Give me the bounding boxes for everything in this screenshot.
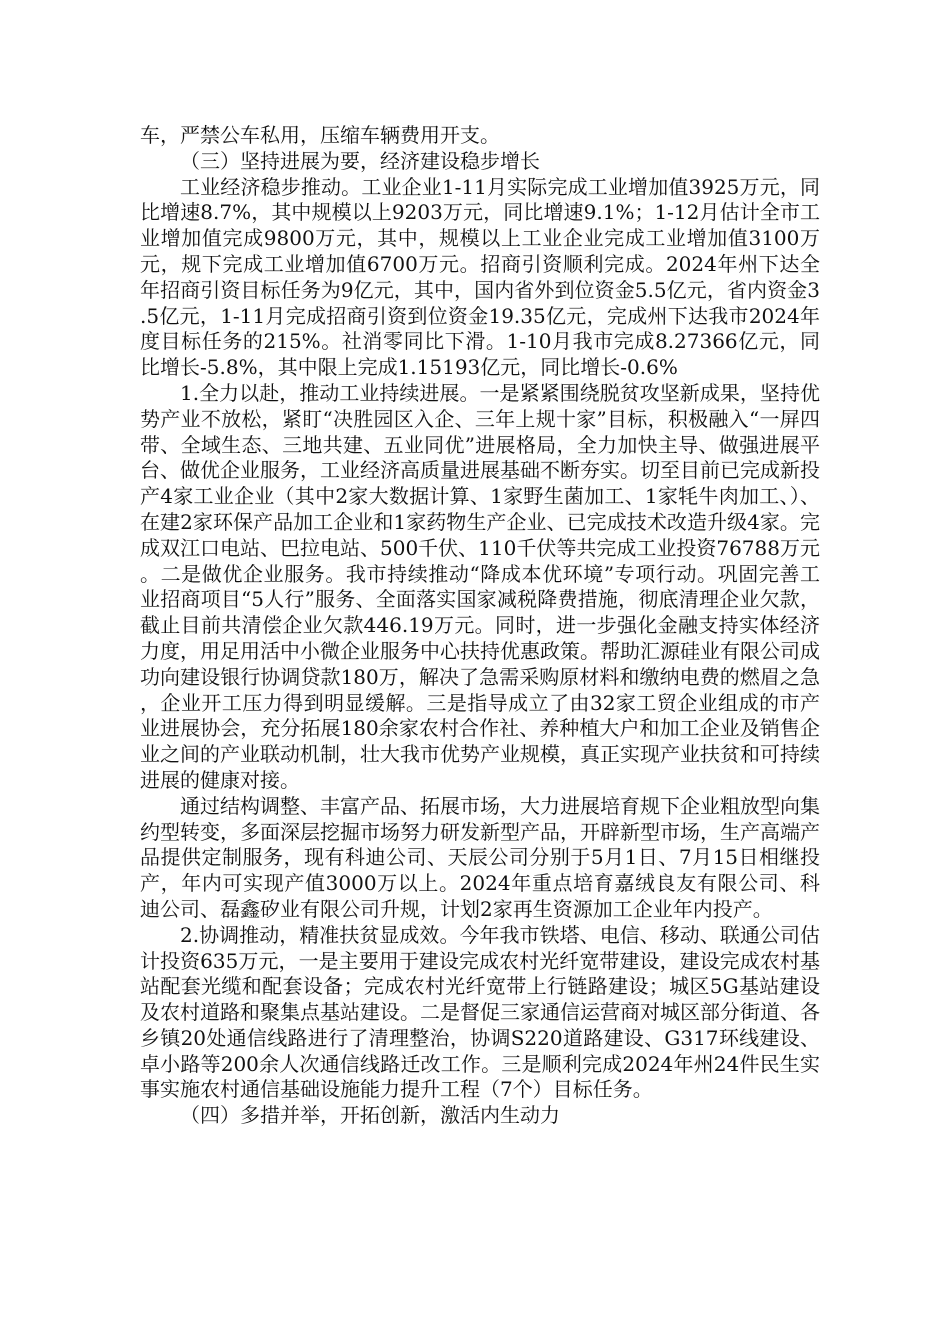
section-heading-4: （四）多措并举，开拓创新，激活内生动力 bbox=[180, 1103, 560, 1128]
section-heading-3: （三）坚持进展为要，经济建设稳步增长 bbox=[180, 148, 540, 173]
paragraph-industry-overview: 工业经济稳步推动。工业企业1-11月实际完成工业增加值3925万元，同比增速8.7%，其中规模以上9203万元，同比增速9.1%；1-12月估计全市工业增加值完成9800万元，其中，规模以上工业企业完成工业增加值3100万元，规下完成工业增加值6700万元。招商引资顺利完成。2024年州下达全年招商引资目标任务为9亿元，其中，国内省外到位资金5.5亿元，省内资金3.5亿元，1-11月完成招商引资到位资金19.35亿元，完成州下达我市2024年度目标任务的215%。社消零同比下滑。1-10月我市完成8.27366亿元，同比增长-5.8%，其中限上完成1.15193亿元，同比增长-0.6% bbox=[140, 174, 820, 380]
paragraph-industry-progress: 1.全力以赴，推动工业持续进展。一是紧紧围绕脱贫攻坚新成果，坚持优势产业不放松，紧盯“决胜园区入企、三年上规十家”目标，积极融入“一屏四带、全域生态、三地共建、五业同优”进展格局，全力加快主导、做强进展平台、做优企业服务，工业经济高质量进展基础不断夯实。切至目前已完成新投产4家工业企业（其中2家大数据计算、1家野生菌加工、1家牦牛肉加工、）、在建2家环保产品加工企业和1家药物生产企业、已完成技术改造升级4家。完成双江口电站、巴拉电站、500千伏、110千伏等共完成工业投资76788万元。二是做优企业服务。我市持续推动“降成本优环境”专项行动。巩固完善工业招商项目“5人行”服务、全面落实国家减税降费措施，彻底清理企业欠款，截止目前共清偿企业欠款446.19万元。同时，进一步强化金融支持实体经济力度，用足用活中小微企业服务中心扶持优惠政策。帮助汇源硅业有限公司成功向建设银行协调贷款180万，解决了急需采购原材料和缴纳电费的燃眉之急，企业开工压力得到明显缓解。三是指导成立了由32家工贸企业组成的市产业进展协会，充分拓展180余家农村合作社、养种植大户和加工企业及销售企业之间的产业联动机制，壮大我市优势产业规模，真正实现产业扶贫和可持续进展的健康对接。 bbox=[140, 380, 820, 792]
paragraph-telecom-poverty: 2.协调推动，精准扶贫显成效。今年我市铁塔、电信、移动、联通公司估计投资635万元，一是主要用于建设完成农村光纤宽带建设，建设完成农村基站配套光缆和配套设备；完成农村光纤宽带上行链路建设；城区5G基站建设及农村道路和聚集点基站建设。二是督促三家通信运营商对城区部分街道、各乡镇20处通信线路进行了清理整治，协调S220道路建设、G317环线建设、卓小路等200余人次通信线路迁改工作。三是顺利完成2024年州24件民生实事实施农村通信基础设施能力提升工程（7个）目标任务。 bbox=[140, 922, 820, 1102]
paragraph-structure-adjustment: 通过结构调整、丰富产品、拓展市场，大力进展培育规下企业粗放型向集约型转变，多面深层挖掘市场努力研发新型产品，开辟新型市场，生产高端产品提供定制服务，现有科迪公司、天辰公司分别于5月1日、7月15日相继投产，年内可实现产值3000万以上。2024年重点培育嘉绒良友有限公司、科迪公司、磊鑫矽业有限公司升规，计划2家再生资源加工企业年内投产。 bbox=[140, 793, 820, 921]
paragraph-continuation: 车，严禁公车私用，压缩车辆费用开支。 bbox=[140, 123, 500, 147]
document-body bbox=[140, 123, 820, 1129]
